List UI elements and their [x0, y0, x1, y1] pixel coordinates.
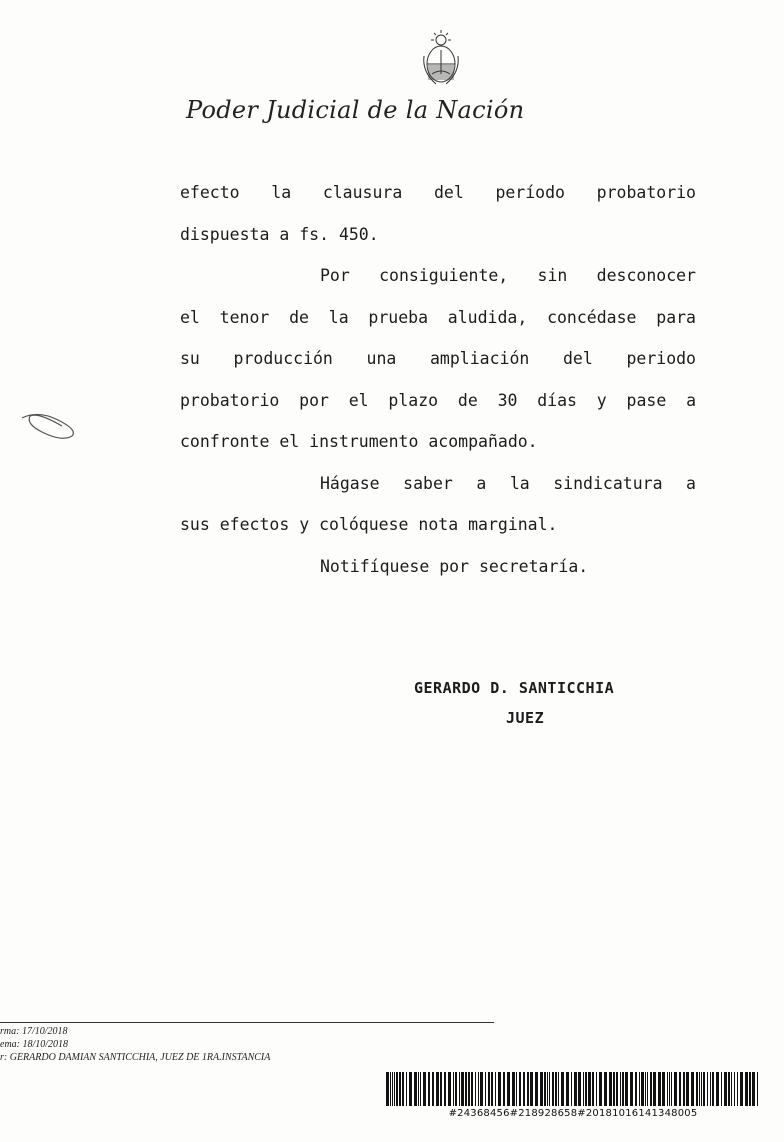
barcode-bar — [478, 1072, 479, 1106]
barcode-bar — [635, 1072, 637, 1106]
barcode-bar — [558, 1072, 559, 1106]
barcode-bar — [712, 1072, 714, 1106]
barcode-bar — [588, 1072, 591, 1106]
barcode-bar — [485, 1072, 486, 1106]
barcode-bar — [574, 1072, 577, 1106]
national-seal-icon — [418, 28, 464, 88]
barcode-bar — [667, 1072, 668, 1106]
barcode-bar — [566, 1072, 569, 1106]
barcode-bar — [507, 1072, 510, 1106]
text-line: dispuesta a fs. 450. — [180, 224, 379, 244]
barcode-bar — [432, 1072, 434, 1106]
barcode-bar — [683, 1072, 685, 1106]
barcode-bar — [406, 1072, 407, 1106]
barcode-bar — [475, 1072, 476, 1106]
barcode-bar — [488, 1072, 490, 1106]
text-line: sus efectos y colóquese nota marginal. — [180, 515, 558, 534]
barcode-bar — [471, 1072, 473, 1106]
barcode-bar — [625, 1072, 628, 1106]
barcode-bar — [653, 1072, 656, 1106]
barcode-bar — [444, 1072, 446, 1106]
barcode-bar — [701, 1072, 702, 1106]
barcode-bar — [535, 1072, 538, 1106]
barcode-bar — [465, 1072, 467, 1106]
barcode-bar — [453, 1072, 454, 1106]
barcode-bar — [561, 1072, 564, 1106]
barcode-bar — [530, 1072, 533, 1106]
signature-name: GERARDO D. SANTICCHIA — [414, 679, 615, 697]
barcode-bar — [583, 1072, 584, 1106]
margin-scribble-icon — [18, 408, 80, 442]
barcode-bar — [392, 1072, 393, 1106]
barcode-bar — [552, 1072, 554, 1106]
barcode-bar — [721, 1072, 722, 1106]
barcode-bar — [674, 1072, 677, 1106]
barcode-bar — [503, 1072, 505, 1106]
publication-date-line: ema: 18/10/2018 — [0, 1039, 69, 1050]
footer-divider — [0, 1022, 494, 1023]
barcode-bar — [686, 1072, 689, 1106]
signature-title: JUEZ — [506, 709, 545, 727]
barcode-bar — [645, 1072, 646, 1106]
barcode-bar — [523, 1072, 525, 1106]
barcode-bar — [420, 1072, 421, 1106]
barcode-bar — [418, 1072, 419, 1106]
barcode-bar — [604, 1072, 607, 1106]
barcode-bar — [399, 1072, 401, 1106]
barcode-bar — [630, 1072, 633, 1106]
barcode-bar — [540, 1072, 543, 1106]
barcode-bar — [394, 1072, 395, 1106]
barcode — [386, 1072, 760, 1106]
barcode-bar — [613, 1072, 615, 1106]
barcode-bar — [390, 1072, 391, 1106]
barcode-bar — [658, 1072, 661, 1106]
barcode-bar — [737, 1072, 738, 1106]
barcode-bar — [641, 1072, 644, 1106]
barcode-bar — [480, 1072, 483, 1106]
barcode-bar — [620, 1072, 621, 1106]
text-line: confronte el instrumento acompañado. — [180, 432, 538, 451]
barcode-bar — [650, 1072, 652, 1106]
barcode-bar — [724, 1072, 727, 1106]
barcode-bar — [396, 1072, 398, 1106]
barcode-number: #24368456#218928658#20181016141348005 — [448, 1108, 698, 1119]
barcode-bar — [599, 1072, 602, 1106]
barcode-bar — [512, 1072, 515, 1106]
barcode-bar — [752, 1072, 755, 1106]
barcode-bar — [440, 1072, 442, 1106]
institution-header: Poder Judicial de la Nación — [186, 96, 525, 124]
barcode-bar — [578, 1072, 581, 1106]
barcode-bar — [679, 1072, 681, 1106]
barcode-bar — [414, 1072, 417, 1106]
barcode-bar — [731, 1072, 732, 1106]
barcode-bar — [710, 1072, 711, 1106]
resolution-text — [180, 172, 696, 587]
text-line: su producción una ampliación del periodo — [180, 349, 696, 368]
barcode-bar — [436, 1072, 439, 1106]
text-line: efecto la clausura del período probatorio — [180, 183, 696, 202]
barcode-bar — [703, 1072, 705, 1106]
barcode-bar — [691, 1072, 694, 1106]
barcode-bar — [571, 1072, 572, 1106]
barcode-bar — [544, 1072, 546, 1106]
barcode-bar — [423, 1072, 426, 1106]
barcode-bar — [749, 1072, 751, 1106]
text-line: Notifíquese por secretaría. — [320, 556, 589, 576]
barcode-bar — [616, 1072, 618, 1106]
barcode-bar — [461, 1072, 464, 1106]
barcode-bar — [745, 1072, 748, 1106]
barcode-bar — [409, 1072, 412, 1106]
barcode-bar — [468, 1072, 470, 1106]
signer-line: r: GERARDO DAMIAN SANTICCHIA, JUEZ DE 1RA.INSTANCIA — [0, 1052, 271, 1063]
barcode-bar — [734, 1072, 735, 1106]
barcode-bar — [757, 1072, 758, 1106]
barcode-bar — [386, 1072, 389, 1106]
barcode-bar — [707, 1072, 708, 1106]
barcode-bar — [592, 1072, 594, 1106]
barcode-bar — [459, 1072, 460, 1106]
barcode-bar — [519, 1072, 521, 1106]
barcode-bar — [596, 1072, 597, 1106]
barcode-bar — [455, 1072, 457, 1106]
barcode-bar — [448, 1072, 451, 1106]
barcode-bar — [547, 1072, 548, 1106]
barcode-bar — [662, 1072, 665, 1106]
barcode-bar — [740, 1072, 743, 1106]
text-line: el tenor de la prueba aludida, concédase para — [180, 307, 696, 327]
barcode-bar — [491, 1072, 493, 1106]
barcode-bar — [402, 1072, 404, 1106]
barcode-bar — [671, 1072, 672, 1106]
signature-date-line: rma: 17/10/2018 — [0, 1026, 68, 1037]
barcode-bar — [699, 1072, 700, 1106]
barcode-bar — [585, 1072, 587, 1106]
text-line: Hágase saber a la sindicatura a — [320, 473, 696, 493]
barcode-bar — [516, 1072, 517, 1106]
barcode-bar — [728, 1072, 730, 1106]
barcode-bar — [716, 1072, 719, 1106]
barcode-bar — [549, 1072, 550, 1106]
text-line: Por consiguiente, sin desconocer — [320, 266, 696, 285]
barcode-bar — [669, 1072, 670, 1106]
barcode-bar — [527, 1072, 529, 1106]
barcode-bar — [498, 1072, 501, 1106]
barcode-bar — [622, 1072, 624, 1106]
barcode-bar — [555, 1072, 557, 1106]
barcode-bar — [495, 1072, 496, 1106]
text-line: probatorio por el plazo de 30 días y pase a — [180, 390, 696, 410]
barcode-bar — [696, 1072, 698, 1106]
barcode-bar — [609, 1072, 612, 1106]
barcode-bar — [647, 1072, 648, 1106]
barcode-bar — [639, 1072, 640, 1106]
barcode-bar — [428, 1072, 430, 1106]
